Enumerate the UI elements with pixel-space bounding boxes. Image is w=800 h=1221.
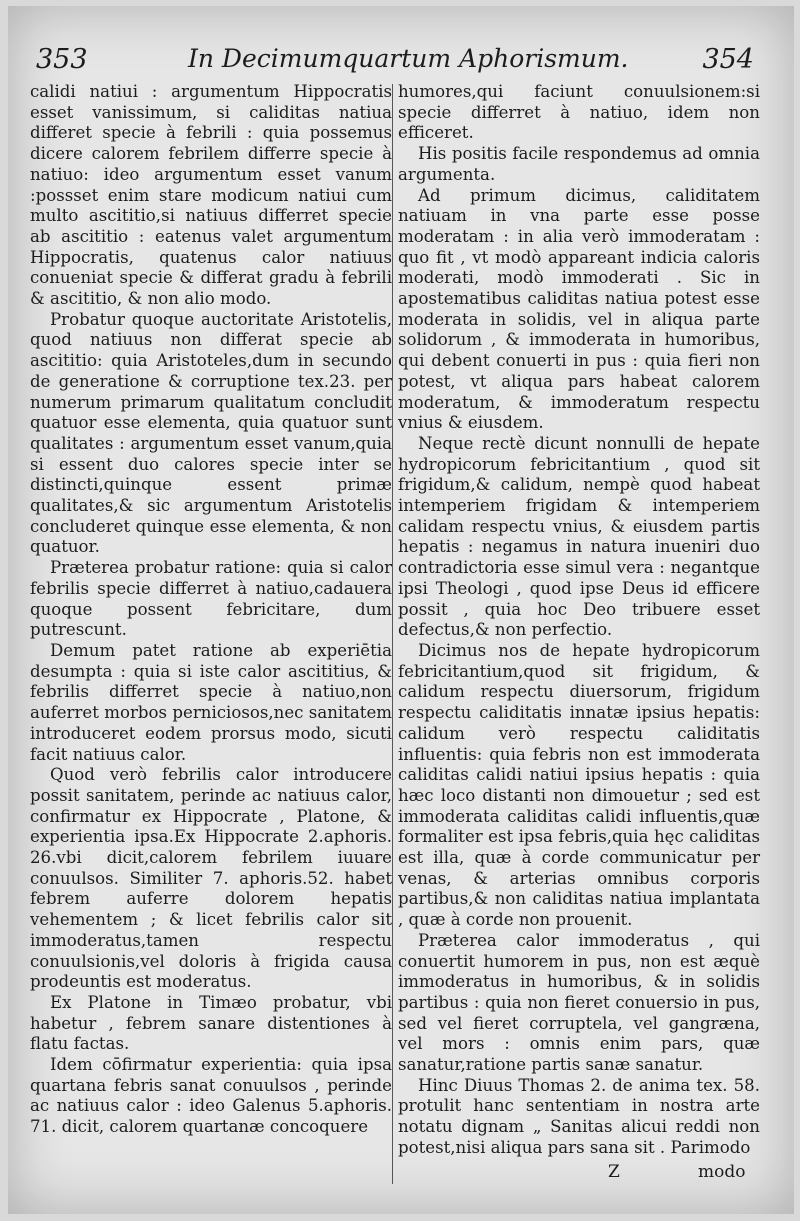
paragraph: Præterea calor immoderatus , qui conuertit humorem in pus, non est æquè immoderatus in humoribus, & in solidis partibus : quia non fieret conuersio in pus, sed vel fieret corruptela, vel gangræna, vel mors : omnis enim pars, quæ sanatur,ratione partis sanæ sanatur. — [398, 930, 760, 1075]
paragraph: Idem cōfirmatur experientia: quia ipsa quartana febris sanat conuulsos , perinde ac natiuus calor : ideo Galenus 5.aphoris. 71. dicit, calorem quartanæ concoquere — [30, 1055, 392, 1137]
signature-mark: Z — [608, 1162, 620, 1182]
paragraph: humores,qui faciunt conuulsionem:si specie differret à natiuo, idem non efficeret. — [398, 82, 760, 143]
paragraph: calidi natiui : argumentum Hippocratis esset vanissimum, si caliditas natiua differet specie à febrili : quia possemus dicere calorem febrilem differre specie à natiuo: ideo argumentum esset vanum :possset enim stare modicum natiui cum multo ascititio,si natiuus differret specie ab ascititio : eatenus valet argumentum Hippocratis, quatenus calor natiuus conueniat specie & differat gradu à febrili & ascititio, & non alio modo. — [30, 82, 392, 309]
running-head: In Decimumquartum Aphorismum. — [188, 44, 629, 73]
paragraph: Neque rectè dicunt nonnulli de hepate hydropicorum febricitantium , quod sit frigidum,& calidum, nempè quod habeat intemperiem frigidam & intemperiem calidam respectu vnius, & eiusdem partis hepatis : negamus in natura inueniri duo contradictoria esse simul vera : negantque ipsi Theologi , quod ipse Deus id efficere possit , quia hoc Deo tribuere esset defectus,& non perfectio. — [398, 433, 760, 640]
page-header — [8, 44, 794, 80]
paragraph: Dicimus nos de hepate hydropicorum febricitantium,quod sit frigidum, & calidum respectu diuersorum, frigidum respectu caliditatis innatæ ipsius hepatis: calidum verò respectu caliditatis influentis: quia febris non est immoderata caliditas calidi natiui ipsius hepatis : quia hæc loco distanti non dimouetur ; sed est immoderata caliditas calidi influentis,quæ formaliter est ipsa febris,quia hęc caliditas est illa, quæ à corde communicatur per venas, & arterias omnibus corporis partibus,& non caliditas natiua implantata , quæ à corde non prouenit. — [398, 640, 760, 930]
catchword: modo — [698, 1162, 746, 1182]
column-divider — [392, 84, 393, 1184]
paragraph: His positis facile respondemus ad omnia argumenta. — [398, 144, 760, 184]
paragraph: Quod verò febrilis calor introducere possit sanitatem, perinde ac natiuus calor, confirmatur ex Hippocrate , Platone, & experientia ipsa.Ex Hippocrate 2.aphoris. 26.vbi dicit,calorem febrilem iuuare conuulsos. Similiter 7. aphoris.52. habet febrem auferre dolorem hepatis vehementem ; & licet febrilis calor sit immoderatus,tamen respectu conuulsionis,vel doloris à frigida causa prodeuntis est moderatus. — [30, 765, 392, 992]
left-column — [30, 82, 392, 1138]
paragraph: Præterea probatur ratione: quia si calor febrilis specie differret à natiuo,cadauera quoque possent febricitare, dum putrescunt. — [30, 558, 392, 640]
paragraph: Ex Platone in Timæo probatur, vbi habetur , febrem sanare distentiones à flatu factas. — [30, 992, 392, 1054]
book-page — [8, 6, 794, 1214]
paragraph: Probatur quoque auctoritate Aristotelis, quod natiuus non differat specie ab ascititio: quia Aristoteles,dum in secundo de generatione & corruptione tex.23. per numerum primarum qualitatum concludit quatuor esse elementa, quia quatuor sunt qualitates : argumentum esset vanum,quia si essent duo calores specie inter se distincti,quinque essent primæ qualitates,& sic argumentum Aristotelis concluderet quinque esse elementa, & non quatuor. — [30, 309, 392, 557]
right-column — [398, 82, 760, 1159]
paragraph: Demum patet ratione ab experiētia desumpta : quia si iste calor ascititius, & febrilis differret specie à natiuo,non auferret morbos perniciosos,nec sanitatem introduceret eodem prorsus modo, sicuti facit natiuus calor. — [30, 640, 392, 764]
page-number-right: 354 — [702, 44, 754, 75]
paragraph: Ad primum dicimus, caliditatem natiuam in vna parte esse posse moderatam : in alia verò immoderatam : quo fit , vt modò appareant indicia caloris moderati, modò immoderati . Sic in apostematibus caliditas natiua potest esse moderata in solidis, vel in aliqua parte solidorum , & immoderata in humoribus, qui debent conuerti in pus : quia fieri non potest, vt aliqua pars habeat calorem moderatum, & immoderatum respectu vnius & eiusdem. — [398, 185, 760, 433]
page-number-left: 353 — [36, 44, 88, 75]
paragraph: Hinc Diuus Thomas 2. de anima tex. 58. protulit hanc sententiam in nostra arte notatu dignam „ Sanitas alicui reddi non potest,nisi aliqua pars sana sit . Parimodo — [398, 1075, 760, 1157]
